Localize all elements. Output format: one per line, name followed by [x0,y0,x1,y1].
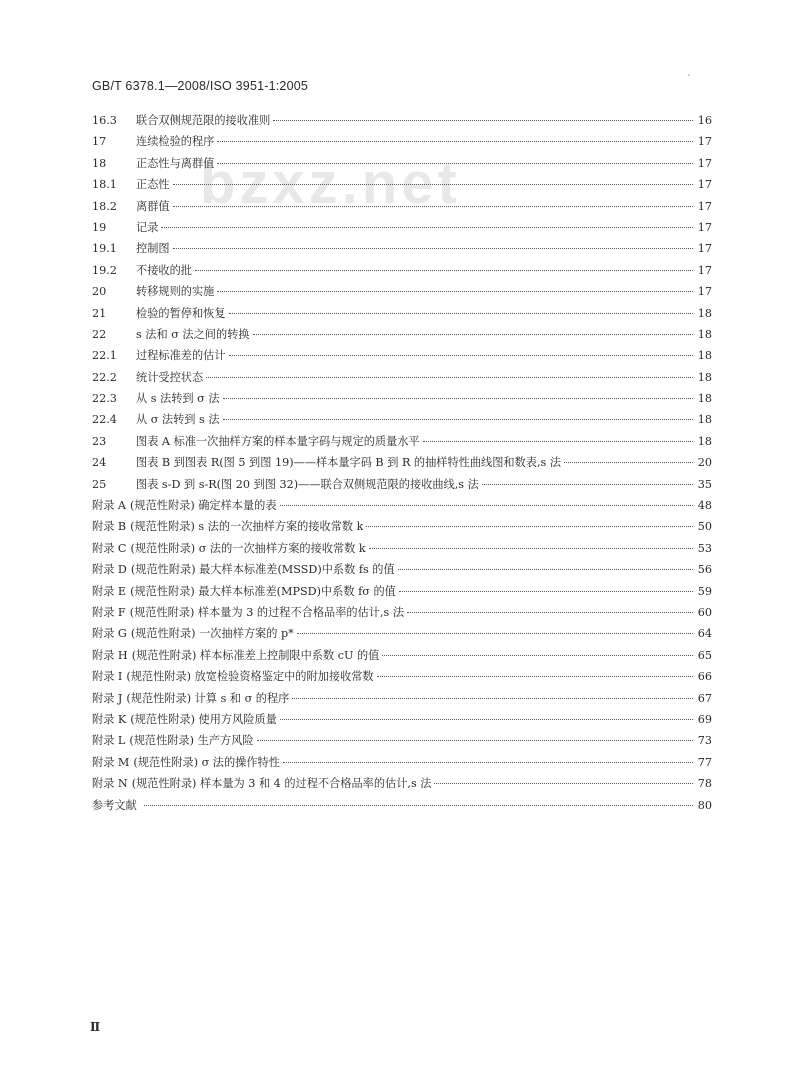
toc-entry-title: 转移规则的实施 [136,285,215,299]
toc-entry [92,326,712,347]
toc-entry-title: (规范性附录) 样本量为 3 和 4 的过程不合格品率的估计,s 法 [131,777,432,791]
toc-entry-number: 22.2 [92,370,117,384]
toc-entry-number: 19.2 [92,263,117,277]
toc-entry [92,540,712,561]
dot-leader [366,526,693,527]
toc-entry-number: 附录 I [92,670,123,684]
toc-entry [92,369,712,390]
toc-entry [92,176,712,197]
toc-entry [92,625,712,646]
toc-entry [92,476,712,497]
toc-entry-page: 80 [697,798,712,812]
dot-leader [229,355,693,356]
toc-entry-number: 附录 L [92,734,126,748]
toc-entry-title: (规范性附录) 最大样本标准差(MSSD)中系数 fs 的值 [130,563,395,577]
toc-entry-page: 77 [697,755,712,769]
toc-entry-number: 22.3 [92,392,117,406]
dot-leader [223,419,693,420]
dot-leader [407,612,693,613]
toc-entry-number: 22.1 [92,349,117,363]
toc-entry-page: 67 [697,691,712,705]
scan-mark: ' [688,73,690,84]
toc-entry-page: 17 [697,135,712,149]
toc-entry-title: 图表 B 到图表 R(图 5 到图 19)——样本量字码 B 到 R 的抽样特性曲线图和数表,s 法 [136,456,562,470]
dot-leader [273,120,693,121]
dot-leader [398,569,693,570]
toc-entry [92,775,712,796]
dot-leader [377,676,693,677]
toc-entry-title: 记录 [136,220,159,234]
toc-entry-page: 17 [697,242,712,256]
toc-entry-title: 正态性 [136,178,170,192]
toc-entry-page: 17 [697,220,712,234]
toc-entry-number: 附录 C [92,541,127,555]
dot-leader [206,377,693,378]
dot-leader [482,484,693,485]
toc-entry-number: 附录 D [92,563,127,577]
dot-leader [253,334,693,335]
toc-entry [92,497,712,518]
toc-entry-page: 53 [697,541,712,555]
toc-entry [92,711,712,732]
toc-entry-title: 连续检验的程序 [136,135,215,149]
dot-leader [195,270,693,271]
toc-entry-number: 附录 B [92,520,127,534]
toc-entry-number: 附录 E [92,584,127,598]
dot-leader [434,783,693,784]
toc-entry [92,347,712,368]
toc-entry-number: 附录 A [92,499,127,513]
dot-leader [399,591,693,592]
toc-entry-page: 35 [697,477,712,491]
toc-entry-page: 64 [697,627,712,641]
toc-entry-number: 16.3 [92,114,117,127]
toc-entry-number: 19 [92,220,107,234]
toc-entry-title: (规范性附录) 最大样本标准差(MPSD)中系数 fσ 的值 [130,584,396,598]
dot-leader [280,505,693,506]
toc-entry-title: (规范性附录) σ 法的操作特性 [133,755,280,769]
toc-entry [92,305,712,326]
dot-leader [564,462,693,463]
toc-entry-title: (规范性附录) s 法的一次抽样方案的接收常数 k [130,520,364,534]
dot-leader [217,291,693,292]
dot-leader [173,206,693,207]
toc-entry-page: 59 [697,584,712,598]
toc-entry-page: 18 [697,306,712,320]
toc-entry-page: 17 [697,156,712,170]
toc-entry-number: 18.1 [92,178,117,192]
toc-entry [92,454,712,475]
toc-entry [92,647,712,668]
toc-entry-number: 附录 H [92,648,128,662]
toc-entry [92,112,712,133]
toc-entry-page: 56 [697,563,712,577]
dot-leader [283,762,693,763]
toc-entry [92,690,712,711]
toc-entry [92,668,712,689]
toc-entry [92,797,712,818]
toc-entry-number: 22 [92,327,107,341]
toc-entry-page: 50 [697,520,712,534]
toc-entry [92,240,712,261]
dot-leader [369,548,693,549]
toc-entry-page: 17 [697,263,712,277]
toc-entry [92,732,712,753]
toc-entry-page: 66 [697,670,712,684]
toc-entry-page: 18 [697,349,712,363]
toc-entry-number: 21 [92,306,107,320]
table-of-contents [92,112,712,818]
toc-entry-title: 正态性与离群值 [136,156,215,170]
toc-entry-title: (规范性附录) 样本标准差上控制限中系数 cU 的值 [131,648,380,662]
toc-entry-title: (规范性附录) 样本量为 3 的过程不合格品率的估计,s 法 [129,605,405,619]
toc-entry-page: 17 [697,199,712,213]
toc-entry-title: 从 s 法转到 σ 法 [136,392,220,406]
dot-leader [161,227,693,228]
toc-entry [92,561,712,582]
toc-entry-number: 附录 G [92,627,127,641]
toc-entry-number: 附录 F [92,605,126,619]
dot-leader [229,313,693,314]
toc-entry-page: 18 [697,370,712,384]
toc-entry-page: 18 [697,327,712,341]
toc-entry-page: 17 [697,285,712,299]
page-number: Ⅱ [90,1020,101,1034]
dot-leader [292,698,693,699]
toc-entry-title: 统计受控状态 [136,370,204,384]
toc-entry-number: 20 [92,285,107,299]
toc-entry-number: 18.2 [92,199,117,213]
toc-entry-number: 22.4 [92,413,117,427]
toc-entry-page: 73 [697,734,712,748]
toc-entry-title: s 法和 σ 法之间的转换 [136,327,250,341]
toc-entry-page: 17 [697,178,712,192]
toc-entry-title: (规范性附录) σ 法的一次抽样方案的接收常数 k [130,541,366,555]
watermark: bzxz.net [200,151,461,216]
toc-entry [92,198,712,219]
toc-entry-page: 18 [697,392,712,406]
dot-leader [144,805,693,806]
toc-entry-page: 78 [697,777,712,791]
toc-entry [92,754,712,775]
toc-entry-number: 附录 J [92,691,123,705]
toc-entry-title: 控制图 [136,242,170,256]
toc-entry-title: 不接收的批 [136,263,192,277]
toc-entry-number: 25 [92,477,107,491]
dot-leader [423,441,693,442]
toc-entry-number: 23 [92,434,107,448]
dot-leader [223,398,693,399]
toc-entry-title: 联合双侧规范限的接收准则 [136,114,271,127]
dot-leader [173,184,693,185]
toc-entry [92,583,712,604]
dot-leader [297,633,693,634]
toc-entry-title: (规范性附录) 确定样本量的表 [130,499,277,513]
toc-entry-number: 17 [92,135,107,149]
toc-entry [92,283,712,304]
toc-entry [92,155,712,176]
toc-entry-title: 过程标准差的估计 [136,349,226,363]
toc-entry-number: 18 [92,156,107,170]
document-header: GB/T 6378.1—2008/ISO 3951-1:2005 [92,79,309,93]
toc-entry-title: 从 σ 法转到 s 法 [136,413,220,427]
toc-entry-title: (规范性附录) 放宽检验资格鉴定中的附加接收常数 [126,670,374,684]
toc-entry-page: 48 [697,499,712,513]
toc-entry [92,262,712,283]
toc-entry-title: (规范性附录) 计算 s 和 σ 的程序 [126,691,290,705]
toc-entry-number: 附录 M [92,755,130,769]
toc-entry [92,390,712,411]
toc-entry-page: 18 [697,434,712,448]
toc-entry-title: 离群值 [136,199,170,213]
toc-entry-page: 16 [697,114,712,127]
toc-entry [92,219,712,240]
toc-entry-page: 60 [697,605,712,619]
toc-entry [92,604,712,625]
toc-entry [92,133,712,154]
dot-leader [257,740,693,741]
toc-entry-page: 20 [697,456,712,470]
dot-leader [217,141,693,142]
dot-leader [217,163,693,164]
toc-entry-title: 图表 A 标准一次抽样方案的样本量字码与规定的质量水平 [136,434,420,448]
toc-entry [92,433,712,454]
toc-entry [92,411,712,432]
toc-entry-title: (规范性附录) 生产方风险 [129,734,254,748]
toc-entry-page: 65 [697,648,712,662]
toc-entry-page: 69 [697,712,712,726]
toc-entry-number: 19.1 [92,242,117,256]
toc-entry-title: 图表 s-D 到 s-R(图 20 到图 32)——联合双侧规范限的接收曲线,s 法 [136,477,479,491]
dot-leader [280,719,693,720]
dot-leader [173,248,693,249]
toc-entry-page: 18 [697,413,712,427]
toc-entry-title: 检验的暂停和恢复 [136,306,226,320]
toc-entry-number: 参考文献 [92,798,137,812]
toc-entry-title: (规范性附录) 一次抽样方案的 p* [130,627,294,641]
dot-leader [382,655,693,656]
toc-entry-number: 24 [92,456,107,470]
toc-entry [92,518,712,539]
toc-entry-number: 附录 K [92,712,127,726]
toc-entry-title: (规范性附录) 使用方风险质量 [130,712,277,726]
toc-entry-number: 附录 N [92,777,128,791]
